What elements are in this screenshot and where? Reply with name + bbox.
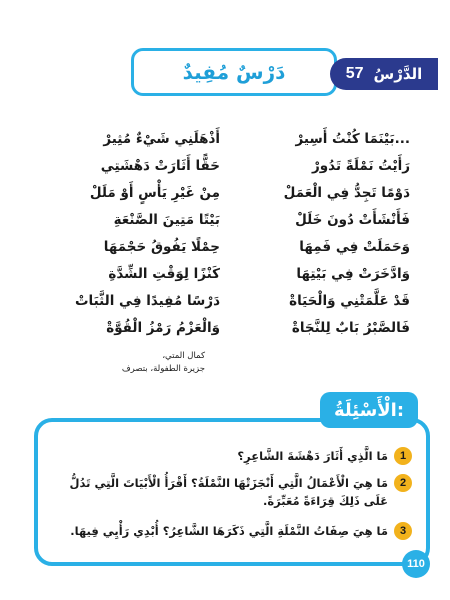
verse-3-second: مِنْ غَيْرِ يَأْسٍ أَوْ مَلَلْ	[89, 185, 220, 201]
verse-2-first: رَأَيْتُ نَمْلَةً تَدُورْ	[311, 158, 410, 174]
questions-heading	[320, 392, 418, 428]
credit-source: جزيرة الطفولة، بتصرف	[121, 364, 205, 374]
verse-3-first: دَوْمًا تَجِدُّ فِي الْعَمَلْ	[283, 185, 410, 201]
question-text: مَا هِيَ الْأَعْمَالُ الَّتِي أَنْجَزَتْهَا النَّمْلَةُ؟ أَقْرَأُ الْأَبْيَاتَ الَّتِي تَدُلُّ عَلَى ذَلِكَ قِرَاءَةً مُعَبِّرَةً.	[69, 476, 388, 508]
lesson-title	[131, 48, 337, 96]
verse-7-first: قَدْ عَلَّمَتْنِي وَالْحَيَاةْ	[289, 293, 410, 309]
verse-8-second: وَالْعَزْمُ رَمْزُ الْقُوَّةْ	[106, 320, 220, 336]
question-text: مَا الَّذِي أَثَارَ دَهْشَةَ الشَّاعِرِ؟	[237, 449, 388, 463]
question-number-badge: 2	[394, 474, 412, 492]
questions-heading-text: الْأَسْئِلَةُ:	[333, 399, 405, 421]
question-number-badge: 3	[394, 522, 412, 540]
question-1	[62, 447, 412, 465]
lesson-title-text: دَرْسٌ مُفِيدٌ	[182, 60, 286, 84]
verse-2-second: حَقًّا أَثَارَتْ دَهْشَتِي	[100, 158, 220, 174]
verse-5-second: حِمْلًا يَفُوقُ حَجْمَهَا	[103, 239, 220, 255]
verse-4-second: بَيْتًا مَتِينَ الصَّنْعَةِ	[113, 212, 220, 228]
verse-1-first: ...بَيْنَمَا كُنْتُ أَسِيرْ	[295, 131, 410, 147]
verse-8-first: فَالصَّبْرُ بَابٌ لِلنَّجَاةْ	[291, 320, 410, 336]
question-2	[62, 474, 412, 510]
poem-credit	[115, 350, 205, 376]
question-text: مَا هِيَ صِفَاتُ النَّمْلَةِ الَّتِي ذَكَرَهَا الشَّاعِرُ؟ أُبْدِي رَأْيِي فِيهَا.	[70, 524, 388, 538]
lesson-label: الدَّرْسُ	[373, 65, 423, 83]
lesson-number: 57	[345, 65, 364, 82]
verse-6-first: وَادَّخَرَتْ فِي بَيْتِهَا	[296, 266, 410, 282]
verse-6-second: كَنْزًا لِوَقْتِ الشِّدَّةِ	[108, 266, 220, 282]
page-number	[402, 550, 430, 578]
verse-4-first: فَأَنْشَأَتْ دُونَ خَلَلْ	[295, 212, 410, 228]
page-number-text: 110	[407, 558, 425, 570]
verse-7-second: دَرْسًا مُفِيدًا فِي الثَّبَاتْ	[74, 293, 220, 309]
verse-1-second: أَذْهَلَنِي شَيْءٌ مُثِيرْ	[103, 131, 220, 147]
credit-author: كمال المتي،	[162, 351, 205, 361]
question-number-badge: 1	[394, 447, 412, 465]
lesson-number-tag	[330, 58, 438, 90]
question-3	[62, 522, 412, 540]
verse-5-first: وَحَمَلَتْ فِي فَمِهَا	[299, 239, 410, 255]
